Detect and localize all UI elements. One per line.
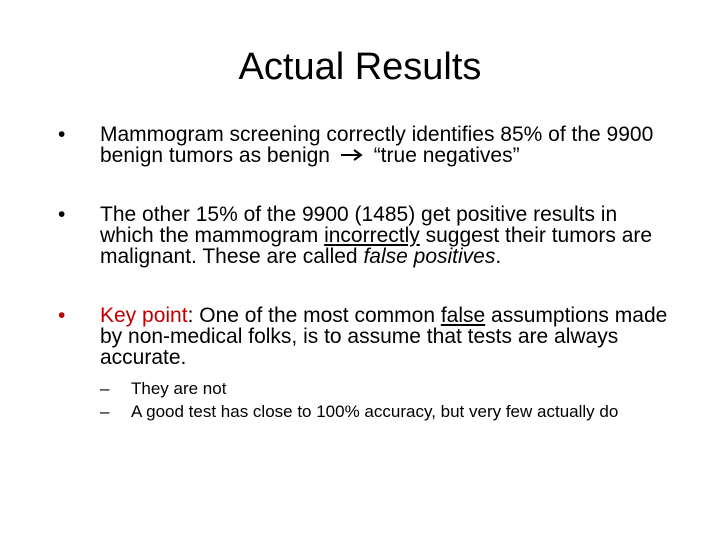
- underlined-incorrectly: incorrectly: [324, 224, 420, 247]
- underlined-false: false: [440, 304, 486, 327]
- bullet-marker-accent: •: [58, 304, 66, 327]
- right-arrow-icon: [340, 148, 364, 162]
- bullet-text-after: assumptions made by non-medical folks, is to assume that tests are always accurate.: [100, 304, 668, 369]
- bullet-marker: •: [58, 123, 66, 146]
- key-point-label: Key point: [100, 304, 188, 327]
- slide-title: Actual Results: [238, 46, 482, 88]
- sub-bullet-text: They are not: [131, 379, 227, 398]
- sub-bullet-text: A good test has close to 100% accuracy, but very few actually do: [131, 402, 619, 421]
- bullet-list: [58, 124, 668, 426]
- false-positives-term: false positives: [363, 245, 496, 268]
- bullet-text: The other 15% of the 9900 (1485) get positive results in which the mammogram: [100, 203, 618, 247]
- bullet-text: : One of the most common: [187, 304, 435, 327]
- sub-bullet-list: [100, 380, 668, 420]
- sub-bullet-item: [100, 403, 668, 420]
- bullet-marker: •: [58, 203, 66, 226]
- bullet-item-true-negatives: [58, 124, 668, 166]
- bullet-text-middle: suggest their tumors are malignant. These are called: [100, 224, 653, 268]
- dash-marker: –: [100, 402, 110, 421]
- bullet-item-false-positives: [58, 204, 668, 267]
- sub-bullet-item: [100, 380, 668, 397]
- bullet-item-key-point: [58, 305, 668, 420]
- bullet-text-end: .: [495, 245, 502, 268]
- dash-marker: –: [100, 379, 110, 398]
- true-negatives-term: “true negatives”: [373, 144, 520, 167]
- bullet-text: Mammogram screening correctly identifies 85% of the 9900 benign tumors as benign: [100, 123, 654, 167]
